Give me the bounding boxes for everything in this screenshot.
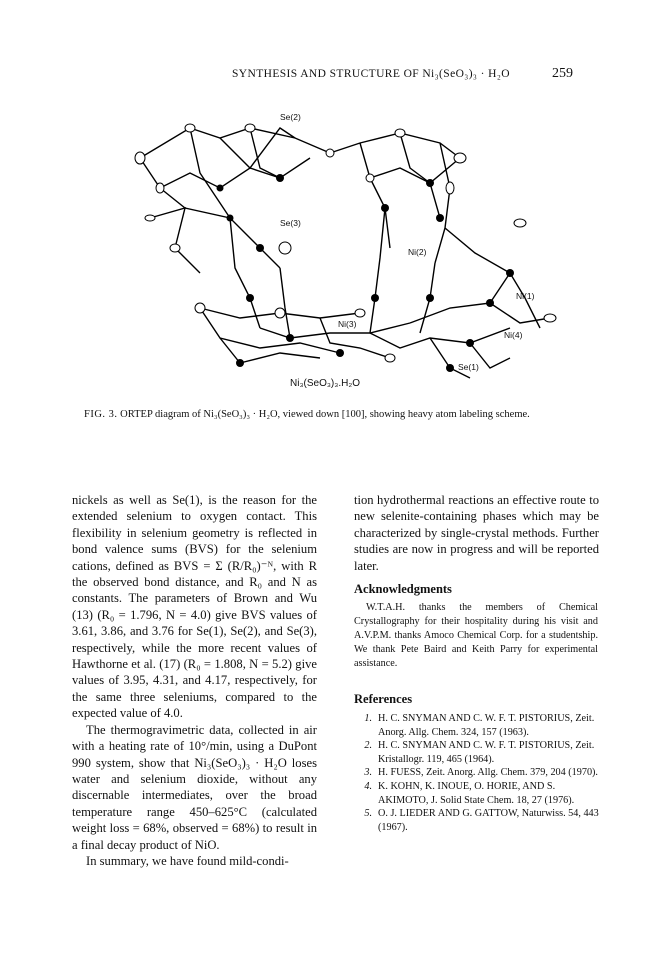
references-heading: References [354, 692, 413, 706]
reference-number: 4. [364, 780, 372, 792]
label-ni4: Ni(4) [504, 330, 523, 340]
running-title: SYNTHESIS AND STRUCTURE OF Ni₃(SeO₃)₃ · H₂O [232, 68, 510, 80]
page-number: 259 [552, 66, 573, 81]
ortep-diagram [130, 98, 570, 398]
reference-item [354, 766, 600, 780]
figure-formula: Ni₃(SeO₃)₃.H₂O [290, 378, 360, 389]
reference-text: H. C. SNYMAN AND C. W. F. T. PISTORIUS, Zeit. Kristallogr. 119, 465 (1964). [378, 740, 595, 765]
reference-number: 5. [364, 808, 372, 820]
caption-label: FIG. 3. [84, 409, 118, 420]
bond-network [140, 128, 550, 378]
label-ni2: Ni(2) [408, 247, 427, 257]
paragraph: nickels as well as Se(1), is the reason for the extended selenium to oxygen contact. This flexibility in selenium geometry is reflected in bond valence sums (BVS) for the selenium cations, defined as BVS = Σ (R/R₀)⁻ᴺ, with R the observed bond distance, and R₀ and N as constants. The parameters of Brown and Wu (13) (R₀ = 1.796, N = 4.0) give BVS values of 3.61, 3.86, and 3.76 for Se(1), Se(2), and Se(3), respectively, while the more recent values of Hawthorne et al. (17) (R₀ = 1.808, N = 5.2) give values of 3.95, 4.31, and 4.17, respectively, for the same three seleniums, compared to the expected value of 4.0. [72, 493, 317, 721]
label-se1: Se(1) [458, 362, 479, 372]
reference-number: 2. [364, 740, 372, 752]
acknowledgments-heading: Acknowledgments [354, 582, 452, 596]
label-se2: Se(2) [280, 112, 301, 122]
label-ni3: Ni(3) [338, 319, 357, 329]
reference-number: 3. [364, 767, 372, 779]
right-column [354, 492, 599, 574]
reference-text: K. KOHN, K. INOUE, O. HORIE, AND S. AKIMOTO, J. Solid State Chem. 18, 27 (1976). [378, 780, 575, 806]
reference-text: H. FUESS, Zeit. Anorg. Allg. Chem. 379, 204 (1970). [378, 767, 598, 779]
reference-text: O. J. LIEDER AND G. GATTOW, Naturwiss. 54, 443 (1967). [378, 808, 599, 833]
reference-number: 1. [364, 713, 372, 724]
acknowledgments-text: W.T.A.H. thanks the members of Chemical Crystallography for their hospitality during his visit and A.V.P.M. thanks Amoco Chemical Corp. for a studentship. We thank Pete Baird and Keith Parry for experimental assistance. [354, 602, 598, 669]
caption-text: ORTEP diagram of Ni₃(SeO₃)₃ · H₂O, viewed down [100], showing heavy atom labeling scheme. [120, 409, 530, 420]
paragraph: tion hydrothermal reactions an effective route to new selenite-containing phases which may be characterized by single-crystal methods. Further studies are now in progress and will be reported later. [354, 493, 599, 573]
figure-caption [84, 408, 584, 422]
label-ni1: Ni(1) [516, 291, 535, 301]
running-header [0, 68, 672, 88]
heavy-atoms [217, 174, 515, 372]
reference-list [354, 712, 600, 834]
reference-text: H. C. SNYMAN AND C. W. F. T. PISTORIUS, Zeit. Anorg. Allg. Chem. 324, 157 (1963). [378, 713, 595, 738]
label-se3: Se(3) [280, 218, 301, 228]
reference-item [354, 780, 600, 807]
paragraph: The thermogravimetric data, collected in air with a heating rate of 10°/min, using a DuPont 990 system, show that Ni₃(SeO₃)₃ · H₂O loses water and selenium dioxide, without any discernable intermediates, over the broad temperature range 450–625°C (calculated weight loss = 68%, observed = 68%) to result in a final decay product of NiO. [72, 722, 317, 852]
reference-item [354, 712, 600, 739]
reference-item [354, 807, 600, 834]
reference-item [354, 739, 600, 766]
paragraph: In summary, we have found mild-condi- [86, 853, 289, 868]
left-column [72, 492, 317, 869]
